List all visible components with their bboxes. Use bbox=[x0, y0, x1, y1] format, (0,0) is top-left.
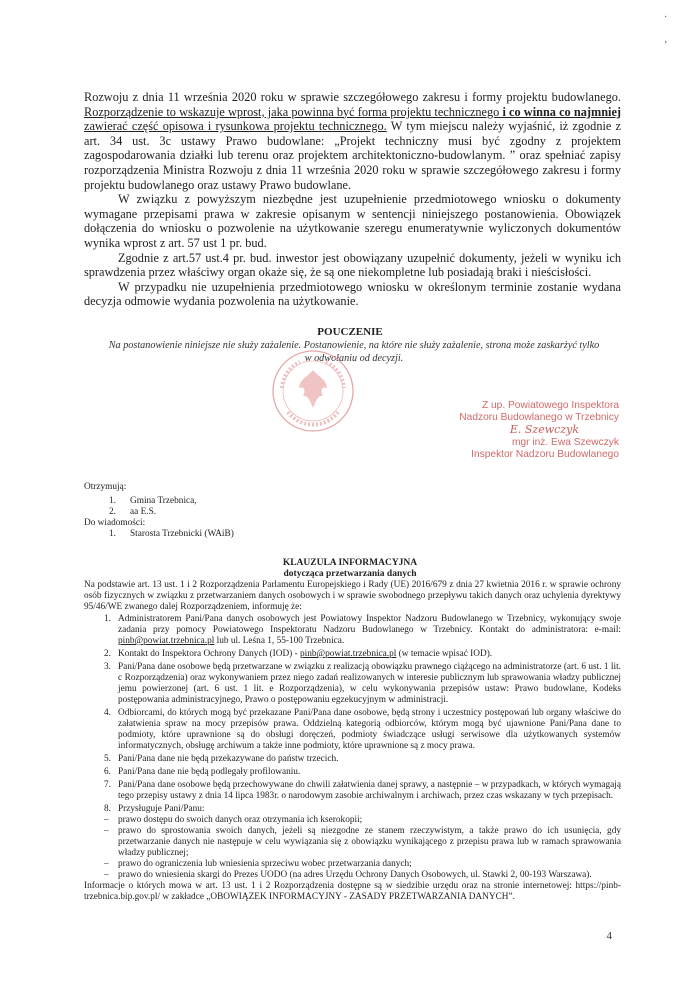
stamp-line-3: mgr inż. Ewa Szewczyk bbox=[512, 436, 619, 448]
list-item: 4. Odbiorcami, do których mogą być przekazane Pani/Pana dane osobowe, będą strony i uczestnicy postępowań lub organy właściwe do załatwienia spraw na mocy przepisów prawa. Oddzielną kategorią odbiorców, którym mogą być ujawnione Pani/Pana dane to podmioty, które uprawnione są do obsługi doręczeń, podmioty świadczące usługi serwisowe dla użytkowanych systemów informatycznych, obsługę archiwum a także inne podmioty, które uprawnione są z mocy prawa. bbox=[104, 708, 621, 751]
info-label: Do wiadomości: bbox=[84, 518, 146, 528]
margin-mark-top: · bbox=[664, 12, 668, 23]
info-item: 1. Starosta Trzebnicki (WAiB) bbox=[109, 529, 234, 539]
recipients-block bbox=[84, 482, 384, 540]
handwritten-signature: E. Szewczyk bbox=[509, 423, 579, 437]
paragraph-4: W przypadku nie uzupełnienia przedmiotowego wniosku w określonym terminie zostanie wydana decyzja odmowie wydania pozwolenia na użytkowanie. bbox=[84, 279, 621, 309]
list-item: – prawo do ograniczenia lub wniesienia sprzeciwu wobec przetwarzania danych; bbox=[104, 859, 412, 869]
email-link[interactable]: pinb@powiat.trzebnica.pl bbox=[118, 636, 215, 646]
pouczenie-line-1: Na postanowienie niniejsze nie służy zażalenie. Postanowienie, na które nie służy zażalenie, strona może zaskarżyć tylko bbox=[108, 340, 600, 351]
list-item: 3. Pani/Pana dane osobowe będą przetwarzane w związku z realizacją obowiązku prawnego ciążącego na administratorze (art. 6 ust. 1 lit. c Rozporządzenia) oraz wykonywaniem przez niego zadań realizowanych w interesie publicznym lub sprawowania władzy publicznej jemu powierzonej (art. 6 ust. 1 lit. e Rozporządzenia), w celu wykonywania przepisów ustaw: Prawo budowlane, Kodeks postępowania administracyjnego, Prawo o postępowaniu egzekucyjnym w administracji. bbox=[104, 662, 621, 705]
paragraph-1: Rozwoju z dnia 11 września 2020 roku w sprawie szczegółowego zakresu i formy projektu budowlanego. Rozporządzenie to wskazuje wprost, jaka powinna być forma projektu technicznego i co winna co najmniej zawierać część opisowa i rysunkowa projektu technicznego. W tym miejscu należy wyjaśnić, iż zgodnie z art. 34 ust. 3c ustawy Prawo budowlane: „Projekt techniczny musi być zgodny z projektem zagospodarowania działki lub terenu oraz projektem architektoniczno-budowlanym. ” oraz spełniać zapisy rozporządzenia Ministra Rozwoju z dnia 11 września 2020 roku w sprawie szczegółowego zakresu i formy projektu budowlanego oraz ustawy Prawo budowlane. bbox=[84, 90, 622, 192]
list-item: 5. Pani/Pana dane nie będą przekazywane do państw trzecich. bbox=[104, 754, 339, 764]
official-seal-icon bbox=[270, 348, 356, 434]
margin-mark-right: ʼ bbox=[664, 40, 668, 51]
recipient-item: 1. Gmina Trzebnica, bbox=[109, 496, 197, 506]
klauzula-title: KLAUZULA INFORMACYJNA bbox=[282, 558, 418, 568]
list-item: – prawo do wniesienia skargi do Prezes UODO (na adres Urzędu Ochrony Danych Osobowych, ul. Stawki 2, 00-193 Warszawa). bbox=[104, 870, 592, 880]
list-item: 7. Pani/Pana dane osobowe będą przechowywane do chwili załatwienia danej sprawy, a następnie – w przypadkach, w których wymagają tego przepisy ustawy z dnia 14 lipca 1983r. o narodowym zasobie archiwalnym i archiwach, przez czas wskazany w tych przepisach. bbox=[104, 780, 621, 801]
page-number: 4 bbox=[606, 930, 612, 942]
list-item: 6. Pani/Pana dane nie będą podlegały profilowaniu. bbox=[104, 767, 301, 777]
klauzula-list bbox=[84, 614, 621, 903]
paragraph-3: Zgodnie z art.57 ust.4 pr. bud. inwestor jest obowiązany uzupełnić dokumenty, jeżeli w wyniku ich sprawdzenia przez właściwy organ okaże się, że są one niekompletne lub posiadają braki i nieścisłości. bbox=[84, 250, 621, 280]
pouczenie-line-2: w odwołaniu od decyzji. bbox=[304, 352, 404, 364]
body-text bbox=[84, 90, 621, 309]
recipients-label: Otrzymują: bbox=[84, 482, 127, 492]
klauzula-subtitle: dotycząca przetwarzania danych bbox=[283, 569, 417, 579]
klauzula-intro: Na podstawie art. 13 ust. 1 i 2 Rozporządzenia Parlamentu Europejskiego i Rady (UE) 2016/679 z dnia 27 kwietnia 2016 r. w sprawie ochrony osób fizycznych w związku z przetwarzaniem danych osobowych i w sprawie swobodnego przepływu takich danych oraz uchylenia dyrektywy 95/46/WE zwanego dalej Rozporządzeniem, informuję że: bbox=[84, 580, 621, 612]
stamp-line-2: Nadzoru Budowlanego w Trzebnicy bbox=[459, 412, 619, 424]
signature-stamp bbox=[384, 400, 619, 461]
pouczenie-title: POUCZENIE bbox=[317, 326, 383, 338]
list-item: – prawo do sprostowania swoich danych, jeżeli są niezgodne ze stanem rzeczywistym, a także prawo do ich usunięcia, gdy przetwarzanie danych nie następuje w celu wywiązania się z obowiązku wynikającego z przepisu prawa lub w ramach sprawowania władzy publicznej; bbox=[104, 826, 621, 858]
list-item: 1. Administratorem Pani/Pana danych osobowych jest Powiatowy Inspektor Nadzoru Budowlanego w Trzebnicy, wykonujący swoje zadania przy pomocy Powiatowego Inspektoratu Nadzoru Budowlanego w Trzebnicy. Kontakt do administratora: e-mail: pinb@powiat.trzebnica.pl lub ul. Leśna 1, 55-100 Trzebnica. bbox=[104, 614, 621, 646]
list-item: 8. Przysługuje Pani/Panu: bbox=[104, 804, 205, 814]
stamp-line-1: Z up. Powiatowego Inspektora bbox=[481, 400, 619, 411]
klauzula-heading bbox=[0, 558, 700, 580]
recipient-item: 2. aa E.S. bbox=[109, 507, 157, 517]
klauzula-outro: Informacje o których mowa w art. 13 ust. 1 i 2 Rozporządzenia dostępne są w siedzibie urzędu oraz na stronie internetowej: https://pinb-trzebnica.bip.gov.pl/ w zakładce „OBOWIĄZEK INFORMACYJNY - ZASADY PRZETWARZANIA DANYCH”. bbox=[84, 881, 621, 902]
paragraph-2: W związku z powyższym niezbędne jest uzupełnienie przedmiotowego wniosku o dokumenty wymagane przepisami prawa w zakresie opisanym w sentencji niniejszego postanowienia. Obowiązek dołączenia do wniosku o pozwolenie na użytkowanie szeregu enumeratywnie wyliczonych dokumentów wynika wprost z art. 57 ust 1 pr. bud. bbox=[84, 192, 621, 250]
email-link[interactable]: pinb@powiat.trzebnica.pl bbox=[300, 649, 397, 659]
list-item: – prawo dostępu do swoich danych oraz otrzymania ich kserokopii; bbox=[104, 815, 363, 825]
stamp-line-4: Inspektor Nadzoru Budowlanego bbox=[471, 448, 619, 460]
list-item: 2. Kontakt do Inspektora Ochrony Danych (IOD) - pinb@powiat.trzebnica.pl (w temacie wpisać IOD). bbox=[104, 649, 493, 659]
